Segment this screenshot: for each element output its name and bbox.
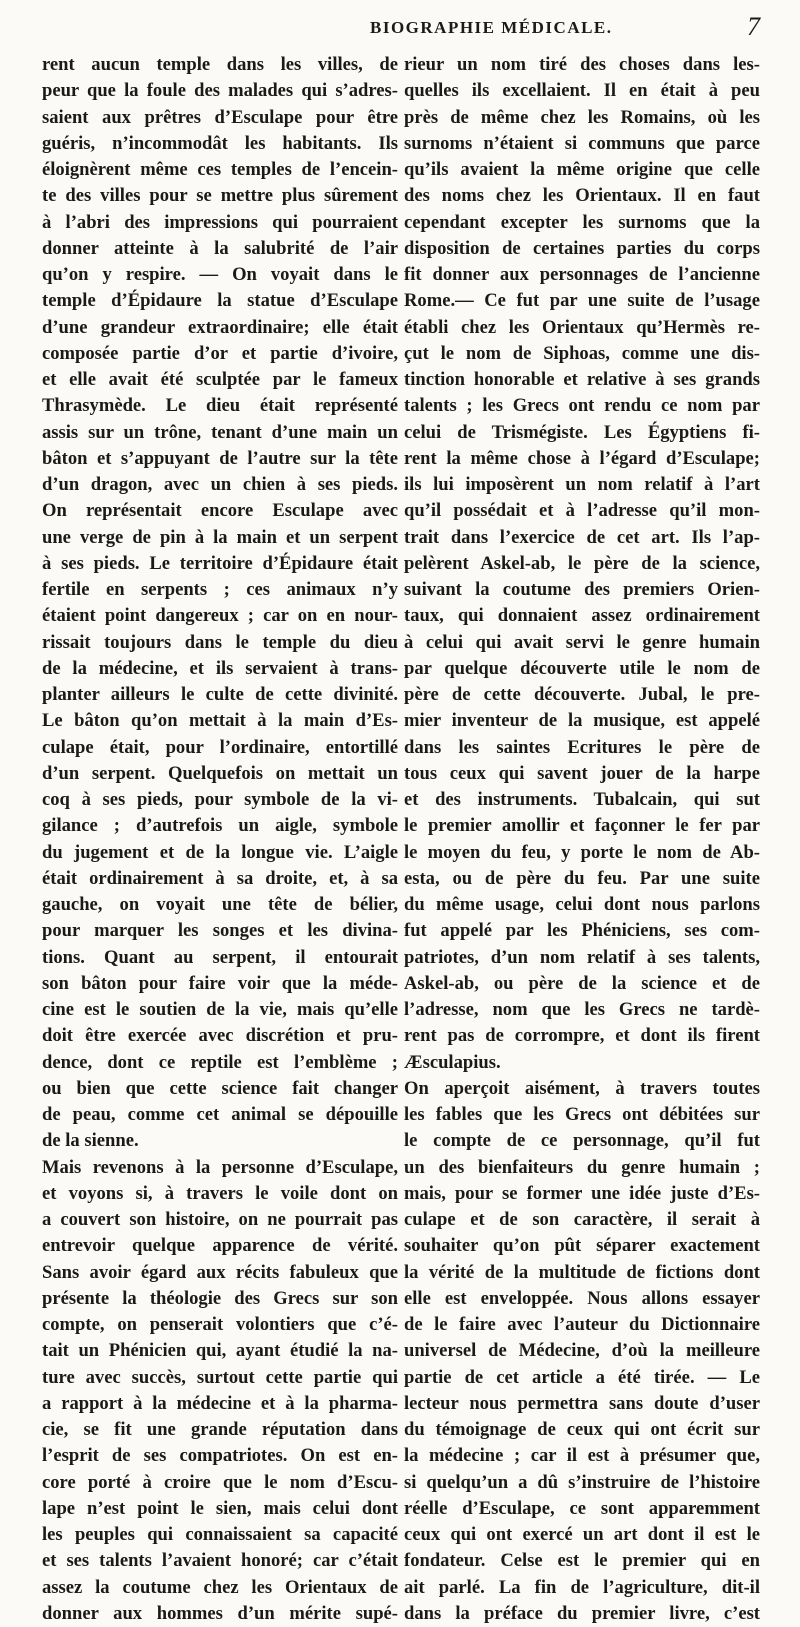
text-line: pour marquer les songes et les divina- [42, 920, 398, 942]
text-line: et ses talents l’avaient honoré; car c’était [42, 1550, 398, 1572]
text-line: la vérité de la multitude de fictions dont [404, 1261, 760, 1283]
text-line: rent pas de corrompre, et dont ils firent [404, 1025, 760, 1047]
text-line: et des instruments. Tubalcain, qui sut [404, 789, 760, 810]
text-line: ait parlé. La fin de l’agriculture, dit-il [404, 1576, 760, 1598]
text-line: Mais revenons à la personne d’Esculape, [42, 1156, 398, 1178]
text-line: celui de Trismégiste. Les Égyptiens fi- [404, 421, 760, 443]
text-line: peur que la foule des malades qui s’adres- [42, 80, 398, 102]
text-line: saient aux prêtres d’Esculape pour être [42, 106, 398, 128]
right-text-column [404, 52, 760, 1627]
text-line: planter ailleurs le culte de cette divinité. [42, 684, 398, 705]
text-line: quelles ils excellaient. Il en était à peu [404, 80, 760, 102]
text-line: près de même chez les Romains, où les [404, 106, 760, 128]
text-line: cependant excepter les surnoms que la [404, 211, 760, 233]
text-line: core porté à croire que le nom d’Escu- [42, 1471, 398, 1493]
text-line: On aperçoit aisément, à travers toutes [404, 1077, 760, 1099]
text-line: gilance ; d’autrefois un aigle, symbole [42, 815, 398, 837]
text-line: la médecine ; car il est à présumer que, [404, 1445, 760, 1467]
text-line: présente la théologie des Grecs sur son [42, 1287, 398, 1309]
text-line: pelèrent Askel-ab, le père de la science, [404, 552, 760, 574]
text-line: du jugement et de la longue vie. L’aigle [42, 841, 398, 863]
text-line: ils lui imposèrent un nom relatif à l’art [404, 474, 760, 495]
text-line: fit donner aux personnages de l’ancienne [404, 264, 760, 285]
text-line: composée partie d’or et partie d’ivoire, [42, 342, 398, 364]
running-header [0, 12, 800, 48]
left-text-column [42, 52, 398, 1627]
text-line: et voyons si, à travers le voile dont on [42, 1182, 398, 1204]
text-line: suivant la coutume des premiers Orien- [404, 579, 760, 600]
text-line: à ses pieds. Le territoire d’Épidaure était [42, 552, 398, 574]
text-line: lecteur nous permettra sans doute d’user [404, 1392, 760, 1414]
text-line: d’un dragon, avec un chien à ses pieds. [42, 474, 398, 495]
text-line: d’une grandeur extraordinaire; elle était [42, 316, 398, 338]
text-line: Rome.— Ce fut par une suite de l’usage [404, 290, 760, 312]
text-line: rissait toujours dans le temple du dieu [42, 631, 398, 653]
text-line: gauche, on voyait une tête de bélier, [42, 894, 398, 915]
text-line: une verge de pin à la main et un serpent [42, 526, 398, 548]
text-line: père de cette découverte. Jubal, le pre- [404, 684, 760, 705]
text-line: du témoignage de ceux qui ont écrit sur [404, 1419, 760, 1440]
text-line: Thrasymède. Le dieu était représenté [42, 395, 398, 417]
text-line: coq à ses pieds, pour symbole de la vi- [42, 789, 398, 810]
text-line: assis sur un trône, tenant d’une main un [42, 421, 398, 443]
text-line: était ordinairement à sa droite, et, à sa [42, 867, 398, 889]
text-line: qu’on y respire. — On voyait dans le [42, 264, 398, 285]
text-line: les fables que les Grecs ont débitées sur [404, 1104, 760, 1125]
text-line: donner aux hommes d’un mérite supé- [42, 1602, 398, 1624]
text-line: fertile en serpents ; ces animaux n’y [42, 579, 398, 600]
text-line: lape n’est point le sien, mais celui dont [42, 1497, 398, 1519]
text-line: des noms chez les Orientaux. Il en faut [404, 185, 760, 207]
text-line: compte, on penserait volontiers que c’é- [42, 1314, 398, 1335]
text-line: ture avec succès, surtout cette partie qui [42, 1366, 398, 1388]
text-line: tinction honorable et relative à ses grands [404, 369, 760, 390]
text-line: donner atteinte à la salubrité de l’air [42, 237, 398, 259]
text-line: guéris, n’incommodât les habitants. Ils [42, 132, 398, 154]
text-line: entrevoir quelque apparence de vérité. [42, 1235, 398, 1257]
text-line: rieur un nom tiré des choses dans les- [404, 54, 760, 75]
text-line: mier inventeur de la musique, est appelé [404, 710, 760, 732]
text-line: culape était, pour l’ordinaire, entortillé [42, 736, 398, 758]
text-line: à celui qui avait servi le genre humain [404, 631, 760, 653]
text-line: çut le nom de Siphoas, comme une dis- [404, 342, 760, 364]
text-line: disposition de certaines parties du corps [404, 237, 760, 259]
text-line: tous ceux qui savent jouer de la harpe [404, 762, 760, 784]
text-line: Le bâton qu’on mettait à la main d’Es- [42, 710, 398, 732]
text-line: universel de Médecine, d’où la meilleure [404, 1340, 760, 1362]
text-line: de le faire avec l’auteur du Dictionnaire [404, 1314, 760, 1335]
text-line: ceux qui ont exercé un art dont il est le [404, 1524, 760, 1545]
text-line: doit être exercée avec discrétion et pru- [42, 1025, 398, 1047]
text-line: étaient point dangereux ; car on en nour- [42, 605, 398, 627]
text-line: dans les saintes Ecritures le père de [404, 736, 760, 758]
text-line: cie, se fit une grande réputation dans [42, 1419, 398, 1440]
text-line: éloignèrent même ces temples de l’encein- [42, 159, 398, 180]
text-line: cine est le soutien de la vie, mais qu’elle [42, 999, 398, 1020]
text-line: son bâton pour faire voir que la méde- [42, 972, 398, 994]
text-line: fondateur. Celse est le premier qui en [404, 1550, 760, 1572]
text-line: le premier amollir et façonner le fer par [404, 815, 760, 837]
text-line: elle est enveloppée. Nous allons essayer [404, 1287, 760, 1309]
text-line: surnoms n’étaient si communs que parce [404, 132, 760, 154]
text-line: l’adresse, nom que les Grecs ne tardè- [404, 999, 760, 1020]
text-line: Askel-ab, ou père de la science et de [404, 972, 760, 994]
text-line: souhaiter qu’on pût séparer exactement [404, 1235, 760, 1257]
text-line: dans la préface du premier livre, c’est [404, 1602, 760, 1624]
text-line: talents ; les Grecs ont rendu ce nom par [404, 395, 760, 417]
text-line: assez la coutume chez les Orientaux de [42, 1576, 398, 1598]
running-title: BIOGRAPHIE MÉDICALE. [370, 18, 613, 37]
text-line: de la médecine, et ils servaient à trans- [42, 657, 398, 679]
text-line: partie de cet article a été tirée. — Le [404, 1366, 760, 1388]
text-line: le moyen du feu, y porte le nom de Ab- [404, 841, 760, 863]
text-line: du même usage, celui dont nous parlons [404, 894, 760, 915]
text-line: mais, pour se former une idée juste d’Es- [404, 1182, 760, 1204]
text-line: qu’il possédait et à l’adresse qu’il mon- [404, 500, 760, 522]
text-line: les peuples qui connaissaient sa capacité [42, 1524, 398, 1545]
page-number: 7 [747, 12, 760, 41]
text-line: bâton et s’appuyant de l’autre sur la tête [42, 447, 398, 469]
text-line: temple d’Épidaure la statue d’Esculape [42, 290, 398, 312]
text-line: trait dans l’exercice de cet art. Ils l’ap- [404, 526, 760, 548]
text-line: tait un Phénicien qui, ayant étudié la na- [42, 1340, 398, 1362]
text-line: à l’abri des impressions qui pourraient [42, 211, 398, 233]
text-line: fut appelé par les Phéniciens, ses com- [404, 920, 760, 942]
text-line: d’un serpent. Quelquefois on mettait un [42, 762, 398, 784]
text-line: de peau, comme cet animal se dépouille [42, 1104, 398, 1125]
text-line: taux, qui donnaient assez ordinairement [404, 605, 760, 627]
text-line: patriotes, d’un nom relatif à ses talents, [404, 946, 760, 968]
text-line: par quelque découverte utile le nom de [404, 657, 760, 679]
text-line: et elle avait été sculptée par le fameux [42, 369, 398, 390]
text-line: culape et de son caractère, il serait à [404, 1209, 760, 1230]
text-line: réelle d’Esculape, ce sont apparemment [404, 1497, 760, 1519]
text-line: si quelqu’un a dû s’instruire de l’histoire [404, 1471, 760, 1493]
text-line: ou bien que cette science fait changer [42, 1077, 398, 1099]
text-line: Sans avoir égard aux récits fabuleux que [42, 1261, 398, 1283]
text-line: rent la même chose à l’égard d’Esculape; [404, 447, 760, 469]
text-line: de la sienne. [42, 1130, 139, 1152]
text-line: a couvert son histoire, on ne pourrait pas [42, 1209, 398, 1230]
text-line: esta, ou de père du feu. Par une suite [404, 867, 760, 889]
text-line: te des villes pour se mettre plus sûrement [42, 185, 398, 207]
text-line: dence, dont ce reptile est l’emblème ; [42, 1051, 398, 1073]
text-line: a rapport à la médecine et à la pharma- [42, 1392, 398, 1414]
text-line: rent aucun temple dans les villes, de [42, 54, 398, 75]
text-line: qu’ils avaient la même origine que celle [404, 159, 760, 180]
text-line: l’esprit de ses compatriotes. On est en- [42, 1445, 398, 1467]
text-line: tions. Quant au serpent, il entourait [42, 946, 398, 968]
text-line: le compte de ce personnage, qu’il fut [404, 1130, 760, 1152]
text-line: établi chez les Orientaux qu’Hermès re- [404, 316, 760, 338]
text-line: un des bienfaiteurs du genre humain ; [404, 1156, 760, 1178]
text-line: On représentait encore Esculape avec [42, 500, 398, 522]
text-line: Æsculapius. [404, 1051, 501, 1073]
